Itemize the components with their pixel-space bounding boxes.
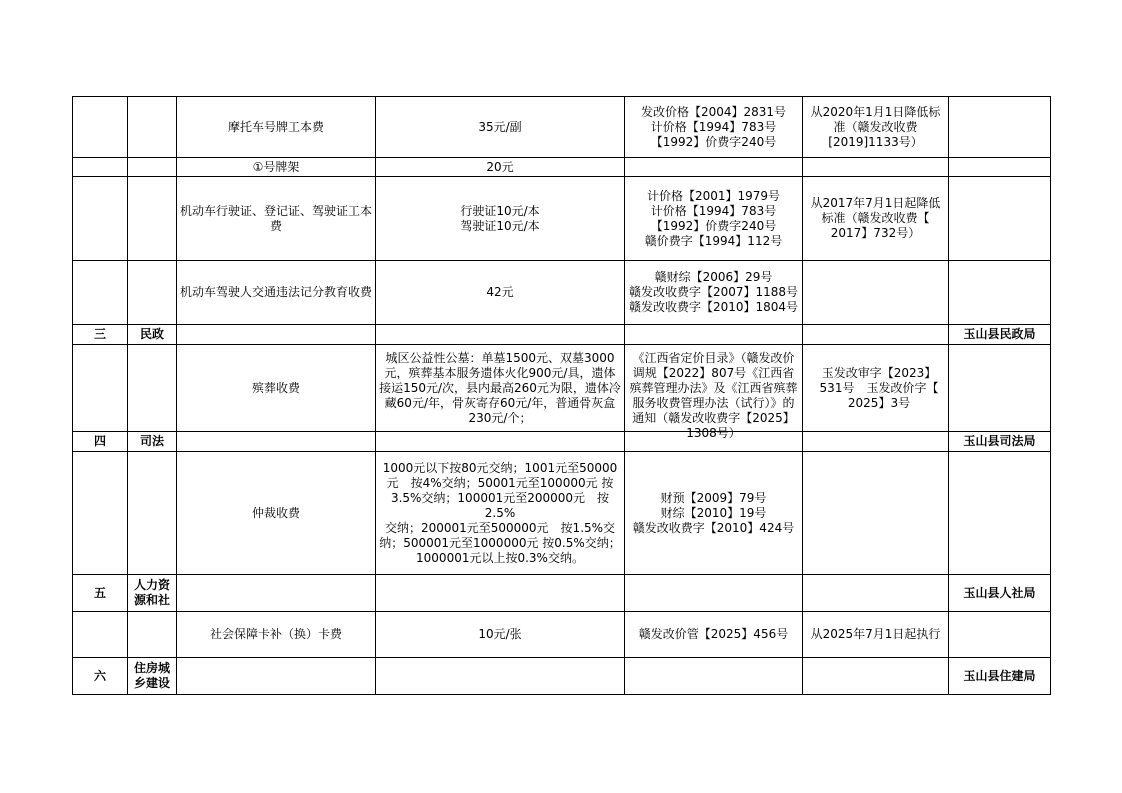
table-row xyxy=(73,97,1051,158)
cell-standard: 10元/张 xyxy=(376,612,625,658)
cell-standard: 35元/副 xyxy=(376,97,625,158)
standard-line: 1000001元以上按0.3%交纳。 xyxy=(416,550,584,565)
cell-category xyxy=(128,158,177,177)
note-line: 从2020年1月1日降低标 xyxy=(810,104,941,119)
cell-item: 殡葬收费 xyxy=(177,345,376,432)
cell-dept xyxy=(949,452,1051,575)
standard-line: 元 按4%交纳；50001元至100000元 按 xyxy=(386,475,614,490)
note-line: 从2017年7月1日起降低 xyxy=(810,196,941,210)
cell-item: 仲裁收费 xyxy=(177,452,376,575)
cell-category xyxy=(128,177,177,261)
empty-cell xyxy=(625,658,803,695)
cell-num xyxy=(73,177,128,261)
cell-dept xyxy=(949,345,1051,432)
basis-line: 计价格【2001】1979号 xyxy=(646,188,781,203)
section-number: 四 xyxy=(73,432,128,452)
note-line: 2025】3号 xyxy=(847,395,911,410)
cell-standard xyxy=(376,177,625,261)
section-dept: 玉山县人社局 xyxy=(949,575,1051,612)
empty-cell xyxy=(177,575,376,612)
section-row xyxy=(73,658,1051,695)
cell-num xyxy=(73,158,128,177)
cell-category xyxy=(128,345,177,432)
empty-cell xyxy=(376,432,625,452)
note-line: 标准（赣发改收费【 xyxy=(821,211,930,225)
empty-cell xyxy=(177,658,376,695)
empty-cell xyxy=(803,325,949,345)
empty-cell xyxy=(803,658,949,695)
basis-line: 【1992】价费字240号 xyxy=(650,218,777,233)
section-number: 六 xyxy=(73,658,128,695)
section-dept: 玉山县住建局 xyxy=(949,658,1051,695)
empty-cell xyxy=(177,325,376,345)
section-name: 司法 xyxy=(128,432,177,452)
basis-text: 《江西省定价目录》（赣发改价调规【2022】807号《江西省殡葬管理办法》及《江西省殡葬服务收费管理办法（试行）》的通知（赣发改收费字【2025】1308号） xyxy=(629,351,798,440)
empty-cell xyxy=(625,575,803,612)
empty-cell xyxy=(803,432,949,452)
cell-note: 从2025年7月1日起执行 xyxy=(803,612,949,658)
cell-note xyxy=(803,158,949,177)
empty-cell xyxy=(376,325,625,345)
table-row xyxy=(73,177,1051,261)
cell-standard: 42元 xyxy=(376,261,625,325)
cell-standard xyxy=(376,452,625,575)
empty-cell xyxy=(625,325,803,345)
section-dept: 玉山县民政局 xyxy=(949,325,1051,345)
standard-line: 行驶证10元/本 xyxy=(460,203,540,218)
table-row xyxy=(73,452,1051,575)
cell-note xyxy=(803,97,949,158)
section-row xyxy=(73,432,1051,452)
cell-basis: 赣发改价管【2025】456号 xyxy=(625,612,803,658)
empty-cell xyxy=(376,658,625,695)
cell-num xyxy=(73,345,128,432)
cell-num xyxy=(73,612,128,658)
note-line: 玉发改审字【2023】 xyxy=(821,365,937,380)
section-name: 人力资源和社 xyxy=(128,575,177,612)
basis-line: 赣发改收费字【2007】1188号 xyxy=(628,285,799,299)
cell-note xyxy=(803,452,949,575)
basis-line: 财综【2010】19号 xyxy=(660,505,767,520)
cell-num xyxy=(73,261,128,325)
cell-note xyxy=(803,261,949,325)
cell-basis xyxy=(625,97,803,158)
section-number: 三 xyxy=(73,325,128,345)
standard-line: 3.5%交纳；100001元至200000元 按2.5% xyxy=(390,490,610,520)
standard-line: 1000元以下按80元交纳；1001元至50000 xyxy=(382,460,618,475)
cell-category xyxy=(128,97,177,158)
standard-line: 交纳；200001元至500000元 按1.5%交 xyxy=(384,520,616,535)
cell-item: 机动车驾驶人交通违法记分教育收费 xyxy=(177,261,376,325)
cell-dept xyxy=(949,97,1051,158)
cell-basis xyxy=(625,158,803,177)
cell-item: ①号牌架 xyxy=(177,158,376,177)
basis-line: 发改价格【2004】2831号 xyxy=(640,104,787,119)
cell-dept xyxy=(949,177,1051,261)
empty-cell xyxy=(376,575,625,612)
standard-line: 纳；500001元至1000000元 按0.5%交纳； xyxy=(379,535,621,550)
section-name: 民政 xyxy=(128,325,177,345)
empty-cell xyxy=(177,432,376,452)
cell-basis xyxy=(625,452,803,575)
table-row xyxy=(73,158,1051,177)
basis-line: 【1992】价费字240号 xyxy=(650,134,777,149)
cell-num xyxy=(73,452,128,575)
cell-category xyxy=(128,452,177,575)
cell-basis xyxy=(625,345,803,440)
note-line: 531号 玉发改价字【 xyxy=(819,380,939,395)
cell-item: 机动车行驶证、登记证、驾驶证工本费 xyxy=(177,177,376,261)
section-number: 五 xyxy=(73,575,128,612)
basis-line: 赣发改收费字【2010】424号 xyxy=(632,520,795,535)
basis-line: 计价格【1994】783号 xyxy=(650,119,777,134)
table-row xyxy=(73,612,1051,658)
fee-table xyxy=(72,96,1051,695)
note-line: [2019]1133号） xyxy=(828,134,923,149)
cell-dept xyxy=(949,261,1051,325)
section-row xyxy=(73,325,1051,345)
cell-standard: 20元 xyxy=(376,158,625,177)
cell-note xyxy=(803,345,949,432)
basis-line: 赣发改收费字【2010】1804号 xyxy=(628,300,799,314)
section-dept: 玉山县司法局 xyxy=(949,432,1051,452)
cell-item: 摩托车号牌工本费 xyxy=(177,97,376,158)
cell-dept xyxy=(949,158,1051,177)
section-name: 住房城乡建设 xyxy=(128,658,177,695)
table-row xyxy=(73,261,1051,325)
note-line: 准（赣发改收费 xyxy=(833,119,918,134)
table-row xyxy=(73,345,1051,432)
cell-basis xyxy=(625,261,803,325)
cell-num xyxy=(73,97,128,158)
note-line: 2017】732号） xyxy=(830,226,921,240)
basis-line: 财预【2009】79号 xyxy=(660,490,767,505)
basis-line: 计价格【1994】783号 xyxy=(650,203,777,218)
basis-line: 赣财综【2006】29号 xyxy=(654,270,773,284)
cell-dept xyxy=(949,612,1051,658)
section-row xyxy=(73,575,1051,612)
cell-standard: 城区公益性公墓：单墓1500元、双墓3000元，殡葬基本服务遗体火化900元/具，遗体接运150元/次，县内最高260元为限，遗体冷藏60元/年，骨灰寄存60元/年，普通骨灰盒230元/个； xyxy=(376,345,625,432)
cell-basis xyxy=(625,177,803,261)
empty-cell xyxy=(803,575,949,612)
cell-category xyxy=(128,261,177,325)
basis-line: 赣价费字【1994】112号 xyxy=(644,233,783,248)
standard-line: 驾驶证10元/本 xyxy=(460,218,540,233)
cell-item: 社会保障卡补（换）卡费 xyxy=(177,612,376,658)
cell-note xyxy=(803,177,949,261)
cell-category xyxy=(128,612,177,658)
